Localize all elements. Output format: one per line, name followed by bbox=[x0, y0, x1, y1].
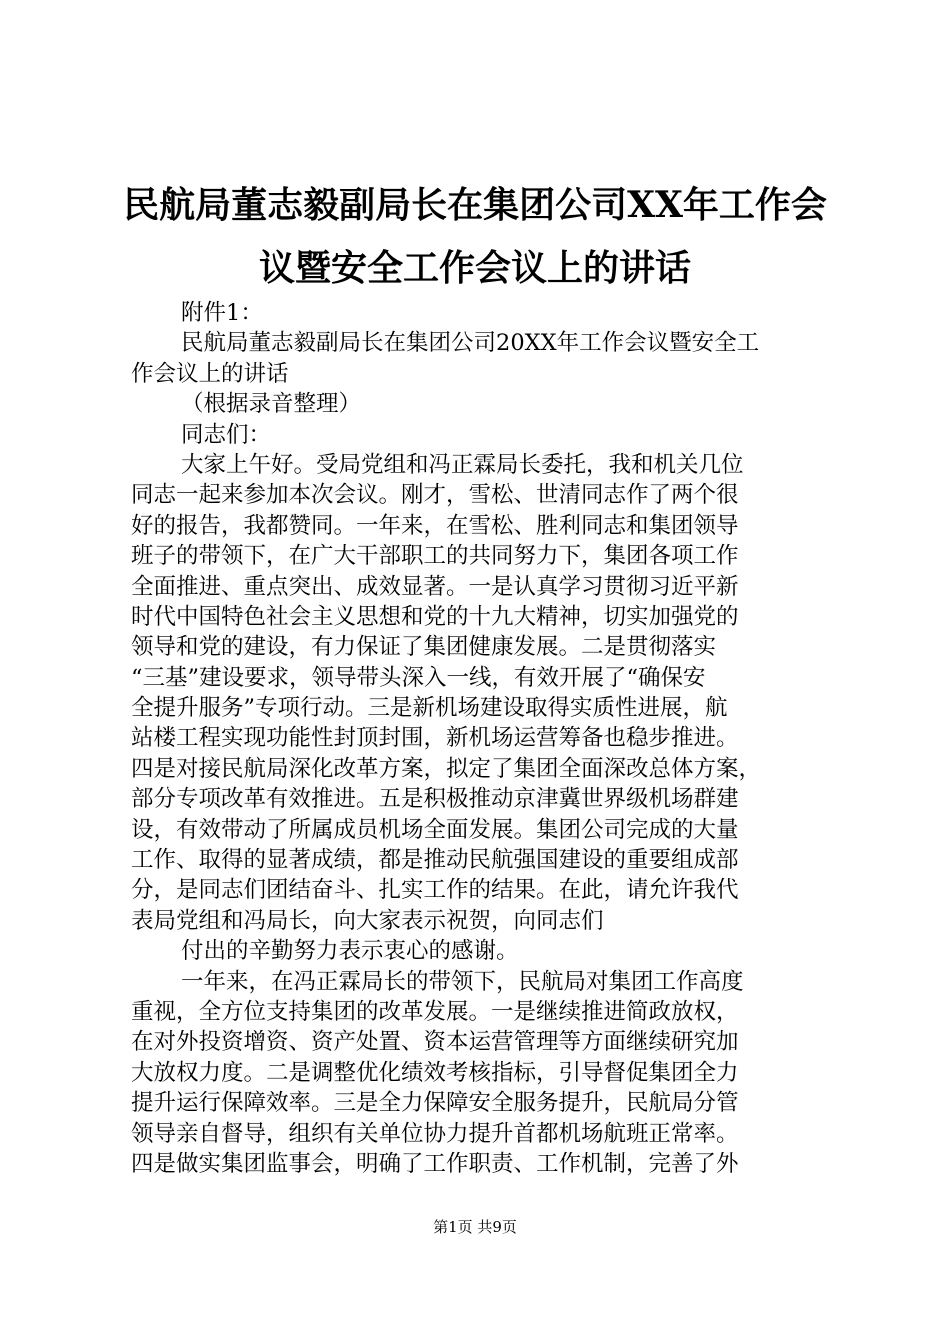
body-line: 四是对接民航局深化改革方案，拟定了集团全面深改总体方案， bbox=[131, 755, 762, 782]
title-line: 议暨安全工作会议上的讲话 bbox=[258, 247, 691, 289]
body-line: 作会议上的讲话 bbox=[131, 360, 289, 387]
body-line: （根据录音整理） bbox=[181, 391, 362, 418]
body-line: 工作、取得的显著成绩，都是推动民航强国建设的重要组成部 bbox=[131, 847, 739, 874]
body-line: 设，有效带动了所属成员机场全面发展。集团公司完成的大量 bbox=[131, 816, 739, 843]
body-line: 领导亲自督导，组织有关单位协力提升首都机场航班正常率。 bbox=[131, 1120, 739, 1147]
body-line: 一年来，在冯正霖局长的带领下，民航局对集团工作高度 bbox=[181, 968, 744, 995]
body-line: 好的报告，我都赞同。一年来，在雪松、胜利同志和集团领导 bbox=[131, 512, 739, 539]
body-line: 同志们： bbox=[181, 421, 272, 448]
document-body bbox=[131, 298, 829, 1179]
body-line: 全提升服务”专项行动。三是新机场建设取得实质性进展，航 bbox=[131, 695, 728, 722]
body-line: 班子的带领下，在广大干部职工的共同努力下，集团各项工作 bbox=[131, 543, 739, 570]
body-line: 四是做实集团监事会，明确了工作职责、工作机制，完善了外 bbox=[131, 1150, 739, 1177]
document-title bbox=[120, 185, 830, 288]
body-line: 站楼工程实现功能性封顶封围，新机场运营筹备也稳步推进。 bbox=[131, 725, 739, 752]
body-line: “三基”建设要求，领导带头深入一线，有效开展了“确保安 bbox=[131, 664, 706, 691]
body-line: 在对外投资增资、资产处置、资本运营管理等方面继续研究加 bbox=[131, 1029, 739, 1056]
body-line: 分，是同志们团结奋斗、扎实工作的结果。在此，请允许我代 bbox=[131, 877, 739, 904]
body-line: 附件1： bbox=[181, 300, 263, 326]
body-line: 民航局董志毅副局长在集团公司20XX年工作会议暨安全工 bbox=[181, 330, 760, 357]
body-line: 表局党组和冯局长，向大家表示祝贺，向同志们 bbox=[131, 907, 604, 934]
body-line: 大放权力度。二是调整优化绩效考核指标，引导督促集团全力 bbox=[131, 1059, 739, 1086]
body-line: 领导和党的建设，有力保证了集团健康发展。二是贯彻落实 bbox=[131, 634, 717, 661]
body-line: 时代中国特色社会主义思想和党的十九大精神，切实加强党的 bbox=[131, 603, 739, 630]
page-number-footer: 第1页 共9页 bbox=[433, 1218, 517, 1236]
body-line: 部分专项改革有效推进。五是积极推动京津冀世界级机场群建 bbox=[131, 786, 739, 813]
body-line: 付出的辛勤努力表示衷心的感谢。 bbox=[181, 938, 519, 965]
body-line: 大家上午好。受局党组和冯正霖局长委托，我和机关几位 bbox=[181, 451, 744, 478]
body-line: 全面推进、重点突出、成效显著。一是认真学习贯彻习近平新 bbox=[131, 573, 739, 600]
body-line: 同志一起来参加本次会议。刚才，雪松、世清同志作了两个很 bbox=[131, 482, 739, 509]
body-line: 重视，全方位支持集团的改革发展。一是继续推进简政放权， bbox=[131, 998, 739, 1025]
body-line: 提升运行保障效率。三是全力保障安全服务提升，民航局分管 bbox=[131, 1090, 739, 1117]
title-line: 民航局董志毅副局长在集团公司XX年工作会 bbox=[123, 184, 827, 226]
